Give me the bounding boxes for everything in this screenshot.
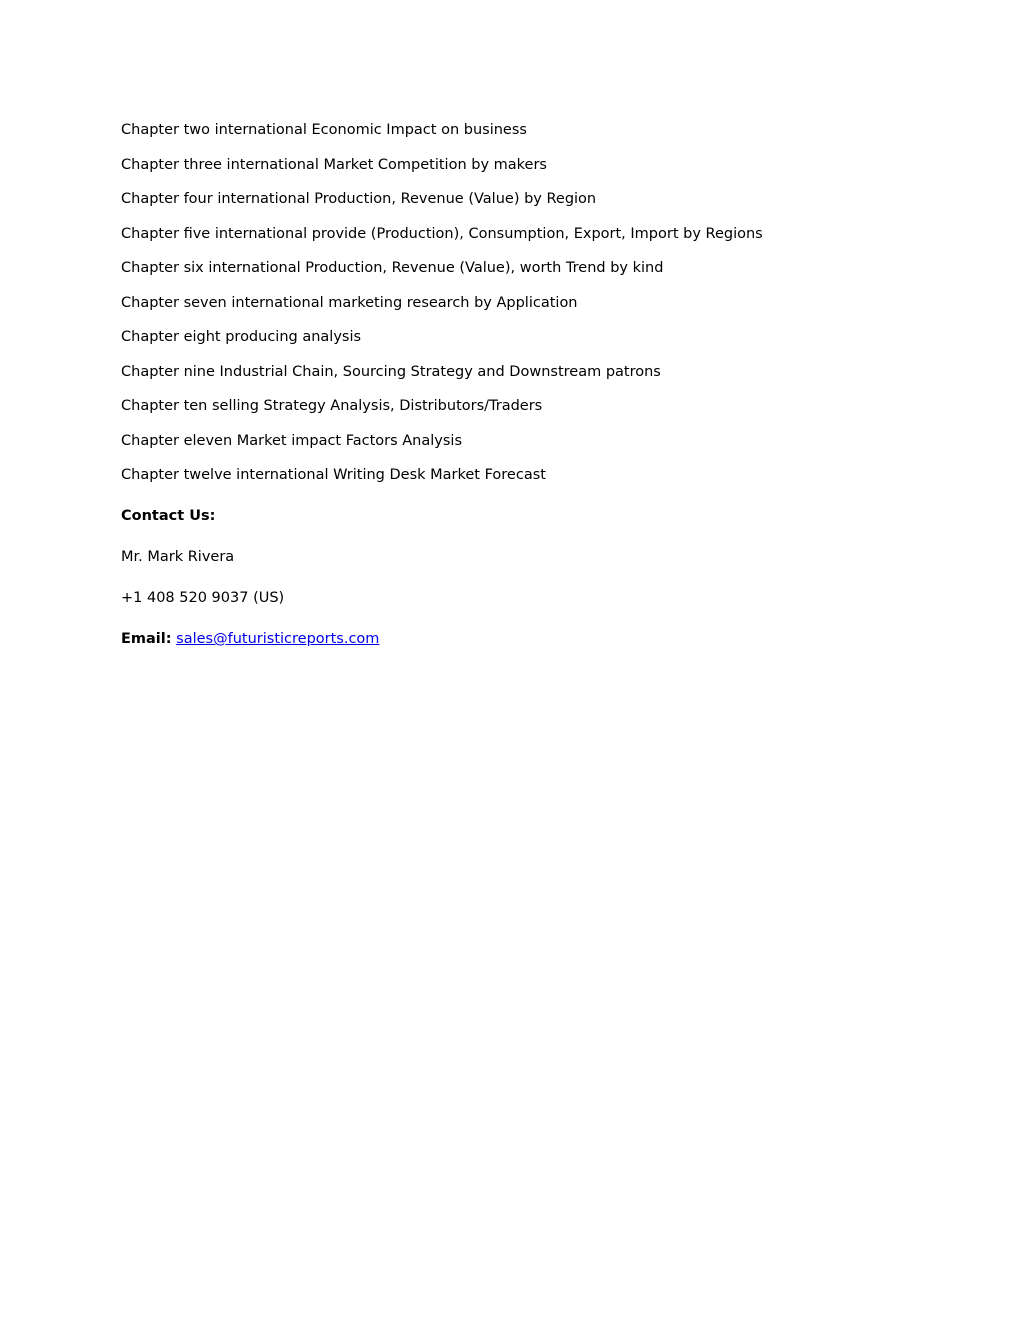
chapter-item: Chapter eight producing analysis: [121, 329, 362, 345]
contact-name: Mr. Mark Rivera: [121, 549, 235, 565]
contact-section: [121, 506, 379, 649]
chapter-item: Chapter ten selling Strategy Analysis, Distributors/Traders: [121, 398, 543, 414]
chapter-item: Chapter five international provide (Production), Consumption, Export, Import by Regions: [121, 225, 763, 242]
chapter-item: Chapter eleven Market impact Factors Analysis: [121, 432, 463, 449]
chapter-item: Chapter two international Economic Impact on business: [121, 122, 527, 138]
contact-phone: +1 408 520 9037 (US): [121, 590, 285, 606]
chapter-item: Chapter six international Production, Revenue (Value), worth Trend by kind: [121, 260, 664, 276]
chapter-list: [121, 120, 763, 500]
email-label: Email:: [121, 631, 172, 647]
contact-email-row: [121, 629, 379, 649]
email-link[interactable]: sales@futuristicreports.com: [176, 631, 380, 647]
chapter-item: Chapter three international Market Competition by makers: [121, 156, 547, 173]
chapter-item: Chapter nine Industrial Chain, Sourcing Strategy and Downstream patrons: [121, 363, 661, 380]
contact-heading: Contact Us:: [121, 508, 216, 524]
chapter-item: Chapter seven international marketing research by Application: [121, 294, 578, 311]
chapter-item: Chapter twelve international Writing Desk Market Forecast: [121, 467, 546, 483]
chapter-item: Chapter four international Production, Revenue (Value) by Region: [121, 191, 597, 207]
